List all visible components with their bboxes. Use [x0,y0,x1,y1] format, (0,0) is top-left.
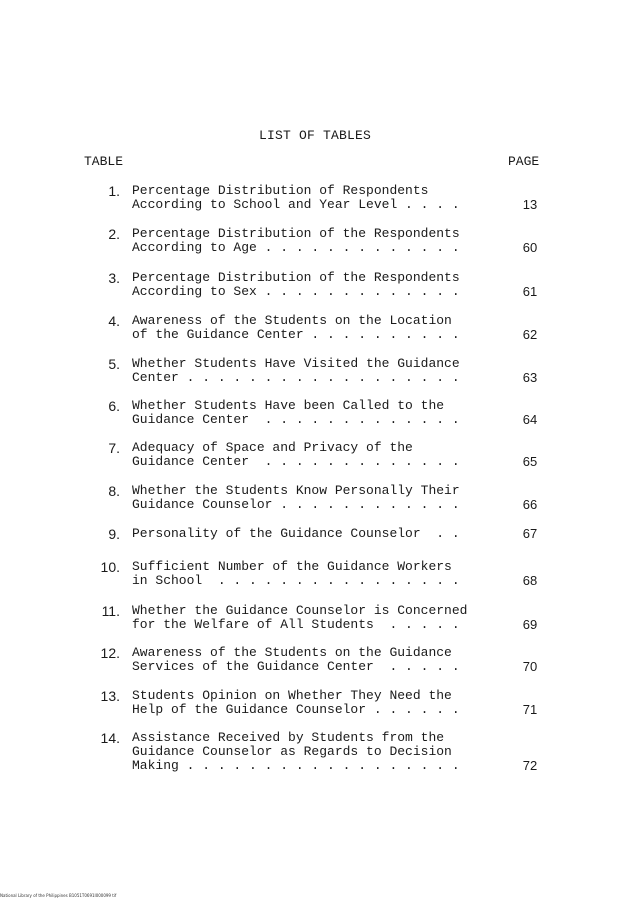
toc-entry-title [132,314,492,342]
toc-entry-line: for the Welfare of All Students . . . . . [132,617,460,632]
toc-entry-title [132,357,492,385]
toc-entry-title [132,184,492,212]
toc-entry-page: 63 [522,370,538,385]
toc-entry-line: Awareness of the Students on the Location [132,313,452,328]
toc-entry-page: 62 [522,327,538,342]
toc-entry-line: Whether Students Have been Called to the [132,398,445,413]
toc-entry-number: 3. [108,270,120,286]
toc-entry-line: According to Sex . . . . . . . . . . . . . [132,284,460,299]
toc-entry-line: Whether Students Have Visited the Guidance [132,356,460,371]
toc-entry-line: According to School and Year Level . . . . [132,197,460,212]
toc-entry-line: Guidance Center . . . . . . . . . . . . . [132,454,460,469]
toc-entry-number: 8. [108,483,120,499]
toc-entry-number: 10. [100,559,120,575]
toc-entry-number: 4. [108,313,120,329]
toc-entry-title [132,271,492,299]
toc-entry-line: Personality of the Guidance Counselor . . [132,526,460,541]
toc-entry-line: Center . . . . . . . . . . . . . . . . . . [132,370,460,385]
toc-entry-title [132,731,492,773]
toc-entry-page: 68 [522,573,538,588]
toc-entry-page: 61 [522,284,538,299]
toc-entry-page: 71 [522,702,538,717]
toc-entry-page: 69 [522,617,538,632]
toc-entry-number: 9. [108,526,120,542]
toc-entry-number: 14. [100,730,120,746]
toc-entry-line: in School . . . . . . . . . . . . . . . . [132,573,460,588]
toc-entry-title [132,689,492,717]
toc-entry-line: Assistance Received by Students from the [132,730,445,745]
toc-entry-number: 5. [108,356,120,372]
toc-entry-title [132,646,492,674]
toc-entry-line: Students Opinion on Whether They Need the [132,688,452,703]
toc-entry-line: Guidance Counselor as Regards to Decision [132,744,452,759]
toc-entry-title [132,484,492,512]
toc-entry-page: 67 [522,526,538,541]
toc-entry-number: 13. [100,688,120,704]
toc-entry-number: 1. [108,183,120,199]
toc-entry-page: 65 [522,454,538,469]
toc-entry-page: 66 [522,497,538,512]
toc-entry-line: According to Age . . . . . . . . . . . . . [132,240,460,255]
toc-entry-number: 2. [108,226,120,242]
toc-entry-line: Awareness of the Students on the Guidance [132,645,452,660]
scan-footer: National Library of the Philippines B1051T0691I000099 tif [0,893,117,898]
toc-entry-number: 12. [100,645,120,661]
page-column-header: PAGE [508,154,540,169]
toc-entry-line: Percentage Distribution of the Respondents [132,270,460,285]
page-title: LIST OF TABLES [258,128,372,143]
toc-entry-page: 70 [522,659,538,674]
toc-entry-line: Guidance Counselor . . . . . . . . . . . . [132,497,460,512]
toc-entry-number: 6. [108,398,120,414]
toc-entry-title [132,527,492,541]
toc-entry-line: Services of the Guidance Center . . . . . [132,659,460,674]
toc-entry-line: of the Guidance Center . . . . . . . . . . [132,327,460,342]
toc-entry-line: Whether the Guidance Counselor is Concerned [132,603,468,618]
toc-entry-page: 64 [522,412,538,427]
toc-entry-title [132,560,492,588]
toc-entry-title [132,441,492,469]
toc-entry-line: Percentage Distribution of the Respondents [132,226,460,241]
toc-entry-line: Adequacy of Space and Privacy of the [132,440,413,455]
toc-entry-line: Making . . . . . . . . . . . . . . . . . . [132,758,460,773]
toc-entry-line: Whether the Students Know Personally Their [132,483,460,498]
toc-entry-line: Percentage Distribution of Respondents [132,183,429,198]
table-column-header: TABLE [84,154,124,169]
toc-entry-line: Sufficient Number of the Guidance Workers [132,559,452,574]
toc-entry-line: Guidance Center . . . . . . . . . . . . . [132,412,460,427]
toc-entry-page: 13 [522,197,538,212]
toc-entry-title [132,399,492,427]
toc-entry-number: 7. [108,440,120,456]
toc-entry-title [132,227,492,255]
toc-entry-page: 72 [522,758,538,773]
toc-entry-line: Help of the Guidance Counselor . . . . . . [132,702,460,717]
toc-entry-number: 11. [101,603,120,619]
toc-entry-title [132,604,492,632]
toc-entry-page: 60 [522,240,538,255]
